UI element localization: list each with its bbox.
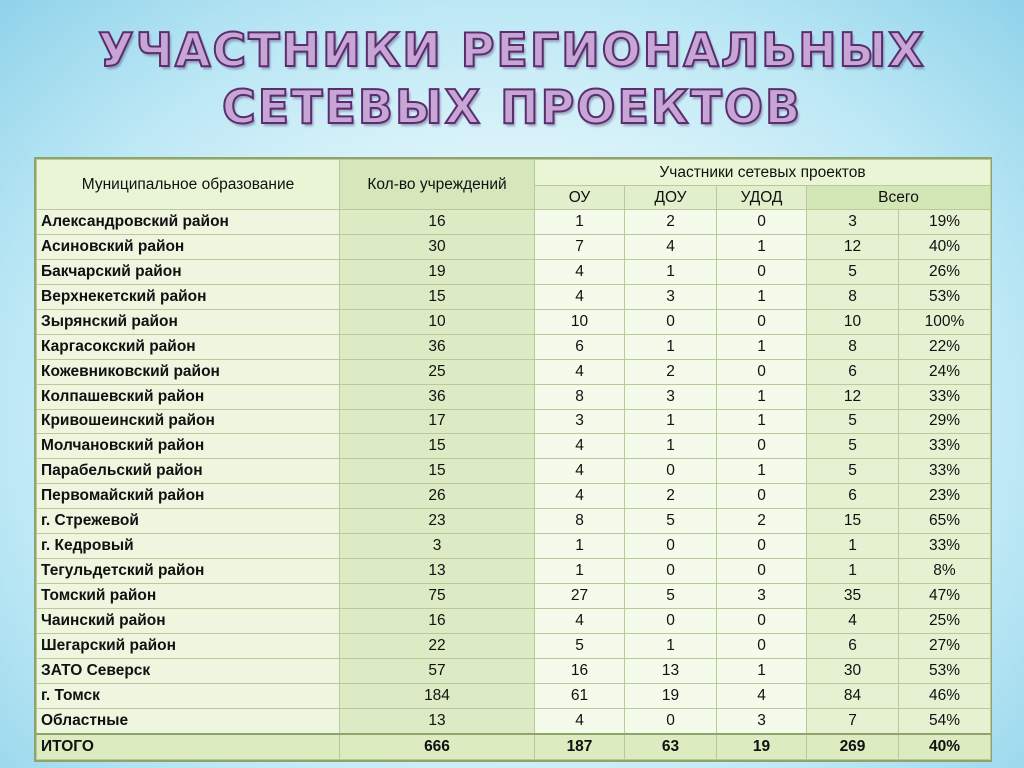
institution-count: 13 xyxy=(340,708,535,734)
institution-count: 25 xyxy=(340,359,535,384)
ou-count: 4 xyxy=(535,359,625,384)
dou-count: 3 xyxy=(625,384,717,409)
dou-count: 0 xyxy=(625,459,717,484)
udod-count: 1 xyxy=(717,384,807,409)
institution-count: 13 xyxy=(340,559,535,584)
udod-count: 0 xyxy=(717,210,807,235)
total-count: 12 xyxy=(807,384,899,409)
table-row xyxy=(37,609,991,634)
ou-count: 16 xyxy=(535,658,625,683)
municipality-name: Бакчарский район xyxy=(37,259,340,284)
dou-count: 0 xyxy=(625,609,717,634)
ou-count: 4 xyxy=(535,259,625,284)
total-percent: 29% xyxy=(899,409,991,434)
slide-title-line1: УЧАСТНИКИ РЕГИОНАЛЬНЫХ xyxy=(98,23,926,77)
total-count: 1 xyxy=(807,559,899,584)
total-count: 7 xyxy=(807,708,899,734)
institution-count: 23 xyxy=(340,509,535,534)
total-percent: 23% xyxy=(899,484,991,509)
municipality-name: Кожевниковский район xyxy=(37,359,340,384)
total-percent: 100% xyxy=(899,309,991,334)
municipality-name: Шегарский район xyxy=(37,633,340,658)
total-percent: 26% xyxy=(899,259,991,284)
table-row xyxy=(37,334,991,359)
municipality-name: Кривошеинский район xyxy=(37,409,340,434)
dou-count: 19 xyxy=(625,683,717,708)
table-row xyxy=(37,409,991,434)
ou-count: 4 xyxy=(535,609,625,634)
total-count: 30 xyxy=(807,658,899,683)
udod-count: 0 xyxy=(717,359,807,384)
table-row xyxy=(37,484,991,509)
total-percent: 47% xyxy=(899,584,991,609)
total-percent: 25% xyxy=(899,609,991,634)
totals-dou-count: 63 xyxy=(625,734,717,760)
ou-count: 8 xyxy=(535,509,625,534)
udod-count: 0 xyxy=(717,484,807,509)
table-row xyxy=(37,210,991,235)
institution-count: 75 xyxy=(340,584,535,609)
dou-count: 0 xyxy=(625,708,717,734)
totals-ou-count: 187 xyxy=(535,734,625,760)
institution-count: 57 xyxy=(340,658,535,683)
slide-title-line2: СЕТЕВЫХ ПРОЕКТОВ xyxy=(221,80,803,134)
dou-count: 2 xyxy=(625,210,717,235)
table-row xyxy=(37,234,991,259)
total-count: 5 xyxy=(807,259,899,284)
header-udod: УДОД xyxy=(717,186,807,210)
ou-count: 1 xyxy=(535,559,625,584)
institution-count: 22 xyxy=(340,633,535,658)
institution-count: 15 xyxy=(340,459,535,484)
table-row xyxy=(37,459,991,484)
ou-count: 4 xyxy=(535,459,625,484)
total-percent: 33% xyxy=(899,459,991,484)
dou-count: 0 xyxy=(625,559,717,584)
dou-count: 2 xyxy=(625,484,717,509)
table-row xyxy=(37,683,991,708)
table-row xyxy=(37,359,991,384)
total-count: 6 xyxy=(807,633,899,658)
institution-count: 10 xyxy=(340,309,535,334)
total-percent: 24% xyxy=(899,359,991,384)
institution-count: 26 xyxy=(340,484,535,509)
ou-count: 6 xyxy=(535,334,625,359)
institution-count: 3 xyxy=(340,534,535,559)
total-count: 5 xyxy=(807,459,899,484)
totals-total-percent: 40% xyxy=(899,734,991,760)
total-percent: 33% xyxy=(899,434,991,459)
municipality-name: Первомайский район xyxy=(37,484,340,509)
slide-title xyxy=(0,22,1024,136)
municipality-name: ЗАТО Северск xyxy=(37,658,340,683)
dou-count: 1 xyxy=(625,259,717,284)
dou-count: 0 xyxy=(625,309,717,334)
municipality-name: Колпашевский район xyxy=(37,384,340,409)
ou-count: 7 xyxy=(535,234,625,259)
institution-count: 15 xyxy=(340,284,535,309)
table-row xyxy=(37,559,991,584)
table-row xyxy=(37,284,991,309)
totals-institution-count: 666 xyxy=(340,734,535,760)
udod-count: 0 xyxy=(717,534,807,559)
municipality-name: Верхнекетский район xyxy=(37,284,340,309)
dou-count: 1 xyxy=(625,633,717,658)
ou-count: 4 xyxy=(535,484,625,509)
table-row xyxy=(37,633,991,658)
udod-count: 4 xyxy=(717,683,807,708)
total-percent: 33% xyxy=(899,534,991,559)
municipality-name: Каргасокский район xyxy=(37,334,340,359)
udod-count: 1 xyxy=(717,409,807,434)
dou-count: 13 xyxy=(625,658,717,683)
total-count: 10 xyxy=(807,309,899,334)
udod-count: 1 xyxy=(717,334,807,359)
dou-count: 4 xyxy=(625,234,717,259)
udod-count: 0 xyxy=(717,633,807,658)
table-row xyxy=(37,509,991,534)
header-municipality: Муниципальное образование xyxy=(37,160,340,210)
udod-count: 1 xyxy=(717,658,807,683)
total-count: 8 xyxy=(807,284,899,309)
dou-count: 0 xyxy=(625,534,717,559)
institution-count: 15 xyxy=(340,434,535,459)
totals-label: ИТОГО xyxy=(37,734,340,760)
municipality-name: Чаинский район xyxy=(37,609,340,634)
dou-count: 1 xyxy=(625,409,717,434)
table-row xyxy=(37,384,991,409)
total-count: 3 xyxy=(807,210,899,235)
table-body xyxy=(37,210,991,760)
total-count: 4 xyxy=(807,609,899,634)
totals-udod-count: 19 xyxy=(717,734,807,760)
total-percent: 53% xyxy=(899,284,991,309)
total-count: 12 xyxy=(807,234,899,259)
udod-count: 2 xyxy=(717,509,807,534)
total-percent: 65% xyxy=(899,509,991,534)
municipality-name: г. Кедровый xyxy=(37,534,340,559)
participants-table xyxy=(36,159,991,760)
total-percent: 8% xyxy=(899,559,991,584)
table-row xyxy=(37,259,991,284)
total-count: 8 xyxy=(807,334,899,359)
udod-count: 0 xyxy=(717,609,807,634)
udod-count: 3 xyxy=(717,584,807,609)
municipality-name: Тегульдетский район xyxy=(37,559,340,584)
dou-count: 3 xyxy=(625,284,717,309)
ou-count: 27 xyxy=(535,584,625,609)
institution-count: 30 xyxy=(340,234,535,259)
total-count: 5 xyxy=(807,409,899,434)
udod-count: 1 xyxy=(717,234,807,259)
ou-count: 5 xyxy=(535,633,625,658)
header-institutions: Кол-во учреждений xyxy=(340,160,535,210)
municipality-name: Молчановский район xyxy=(37,434,340,459)
total-count: 5 xyxy=(807,434,899,459)
ou-count: 4 xyxy=(535,434,625,459)
ou-count: 61 xyxy=(535,683,625,708)
total-count: 6 xyxy=(807,484,899,509)
ou-count: 8 xyxy=(535,384,625,409)
total-count: 1 xyxy=(807,534,899,559)
institution-count: 19 xyxy=(340,259,535,284)
dou-count: 1 xyxy=(625,434,717,459)
ou-count: 4 xyxy=(535,708,625,734)
dou-count: 5 xyxy=(625,509,717,534)
table-row xyxy=(37,434,991,459)
institution-count: 16 xyxy=(340,609,535,634)
ou-count: 4 xyxy=(535,284,625,309)
institution-count: 184 xyxy=(340,683,535,708)
total-count: 6 xyxy=(807,359,899,384)
total-percent: 46% xyxy=(899,683,991,708)
municipality-name: г. Стрежевой xyxy=(37,509,340,534)
header-dou: ДОУ xyxy=(625,186,717,210)
dou-count: 1 xyxy=(625,334,717,359)
total-count: 15 xyxy=(807,509,899,534)
udod-count: 1 xyxy=(717,284,807,309)
table-row xyxy=(37,534,991,559)
udod-count: 0 xyxy=(717,259,807,284)
municipality-name: г. Томск xyxy=(37,683,340,708)
institution-count: 17 xyxy=(340,409,535,434)
participants-table-container xyxy=(34,157,992,762)
total-percent: 27% xyxy=(899,633,991,658)
total-count: 84 xyxy=(807,683,899,708)
ou-count: 1 xyxy=(535,534,625,559)
municipality-name: Томский район xyxy=(37,584,340,609)
total-count: 35 xyxy=(807,584,899,609)
ou-count: 3 xyxy=(535,409,625,434)
municipality-name: Асиновский район xyxy=(37,234,340,259)
total-percent: 22% xyxy=(899,334,991,359)
table-row xyxy=(37,658,991,683)
udod-count: 0 xyxy=(717,559,807,584)
ou-count: 1 xyxy=(535,210,625,235)
table-row xyxy=(37,708,991,734)
table-row xyxy=(37,309,991,334)
dou-count: 2 xyxy=(625,359,717,384)
udod-count: 3 xyxy=(717,708,807,734)
header-total: Всего xyxy=(807,186,991,210)
header-ou: ОУ xyxy=(535,186,625,210)
udod-count: 1 xyxy=(717,459,807,484)
institution-count: 36 xyxy=(340,384,535,409)
dou-count: 5 xyxy=(625,584,717,609)
ou-count: 10 xyxy=(535,309,625,334)
table-row xyxy=(37,584,991,609)
municipality-name: Областные xyxy=(37,708,340,734)
totals-row xyxy=(37,734,991,760)
institution-count: 36 xyxy=(340,334,535,359)
udod-count: 0 xyxy=(717,434,807,459)
header-participants: Участники сетевых проектов xyxy=(535,160,991,186)
total-percent: 33% xyxy=(899,384,991,409)
total-percent: 54% xyxy=(899,708,991,734)
municipality-name: Александровский район xyxy=(37,210,340,235)
total-percent: 19% xyxy=(899,210,991,235)
udod-count: 0 xyxy=(717,309,807,334)
municipality-name: Зырянский район xyxy=(37,309,340,334)
institution-count: 16 xyxy=(340,210,535,235)
municipality-name: Парабельский район xyxy=(37,459,340,484)
totals-total-count: 269 xyxy=(807,734,899,760)
total-percent: 53% xyxy=(899,658,991,683)
total-percent: 40% xyxy=(899,234,991,259)
